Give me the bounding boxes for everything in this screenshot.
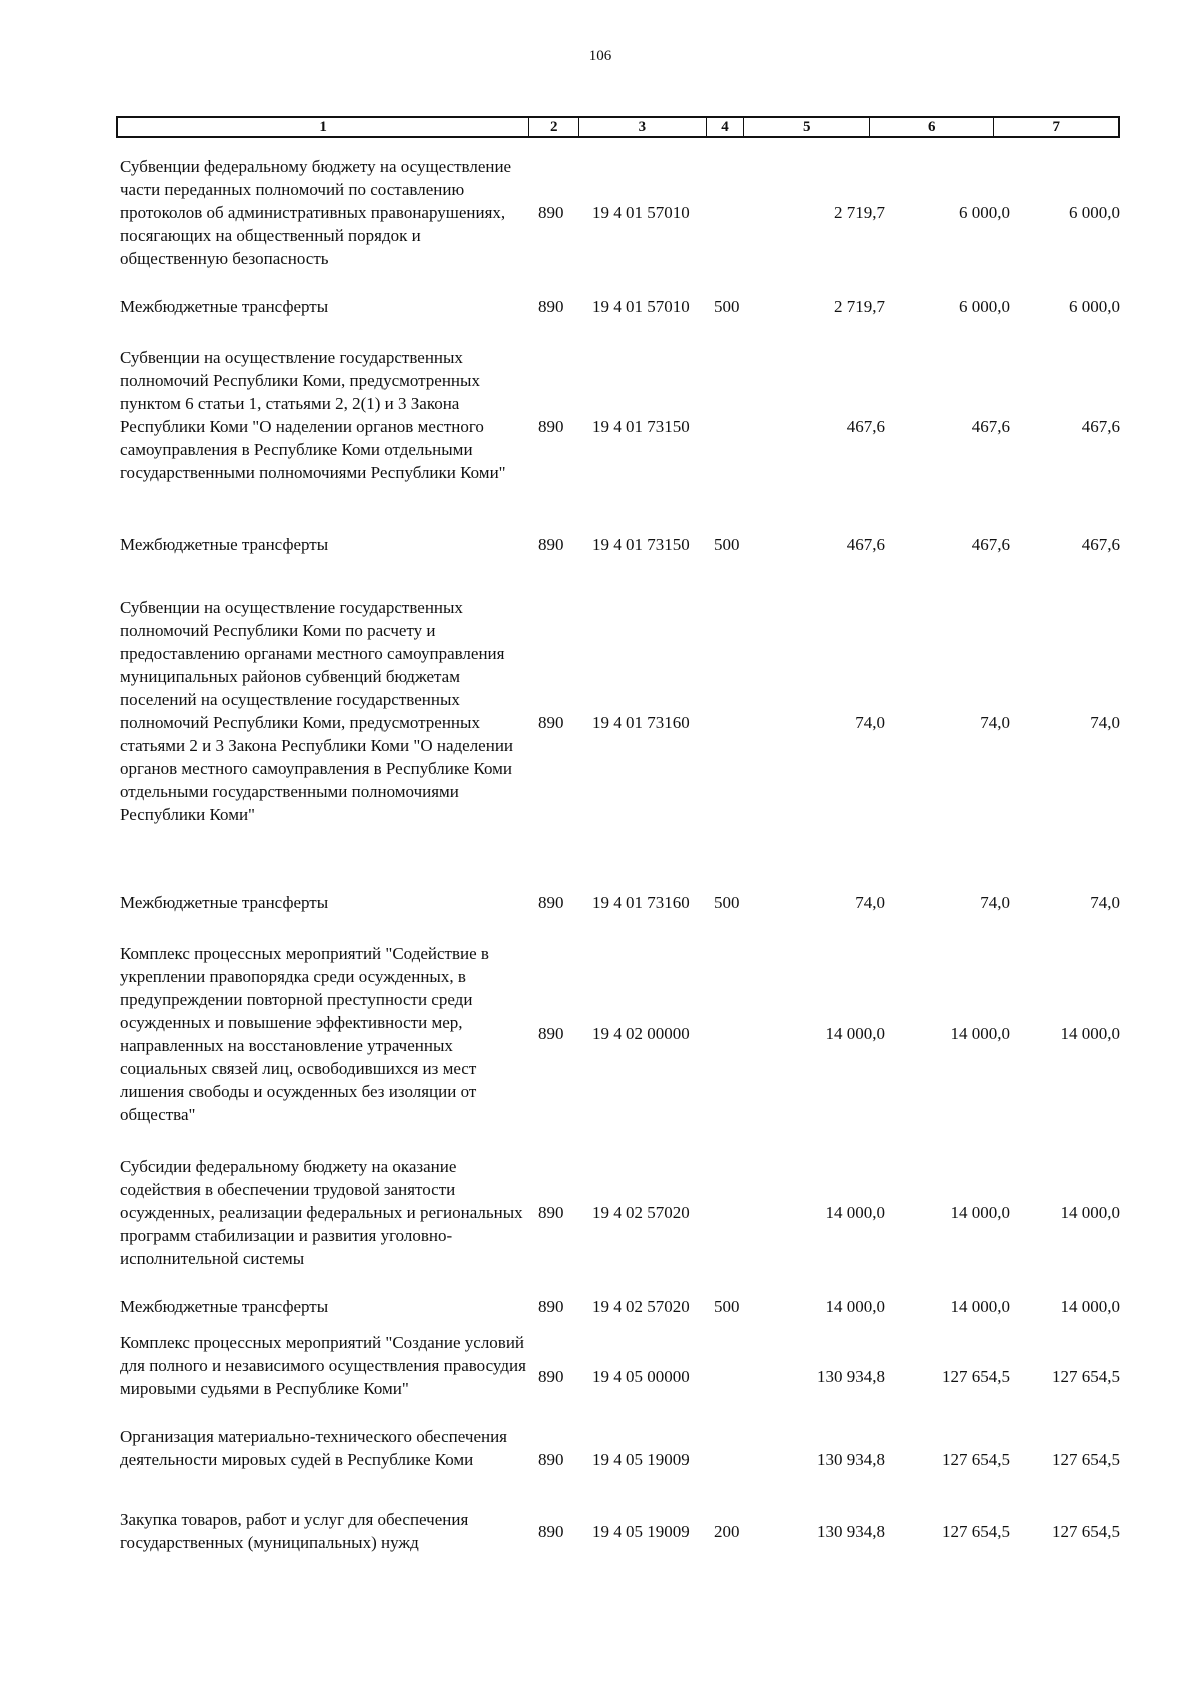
row-amount-col7: 467,6	[1081, 535, 1120, 554]
row-description: Комплекс процессных мероприятий "Создание условий для полного и независимого осуществления правосудия мировыми судьями в Республике Коми"	[120, 1333, 526, 1398]
header-col-5: 5	[744, 118, 870, 136]
header-col-7: 7	[1052, 119, 1060, 135]
header-col-4: 4	[707, 118, 745, 136]
row-admin-code: 890	[538, 203, 564, 222]
row-amount-col7: 14 000,0	[1060, 1203, 1120, 1222]
row-target-code: 19 4 01 57010	[592, 297, 690, 316]
row-target-code: 19 4 01 57010	[592, 203, 690, 222]
row-admin-code: 890	[538, 893, 564, 912]
row-description: Субвенции на осуществление государственных полномочий Республики Коми по расчету и предоставлению органами местного самоуправления муниципальных районов субвенций бюджетам поселений на осуществление государственных полномочий Республики Коми, предусмотренных статьями 2 и 3 Закона Республики Коми "О наделении органов местного самоуправления в Республике Коми отдельными государственными полномочиями Республики Коми"	[120, 598, 514, 824]
row-description: Субвенции на осуществление государственных полномочий Республики Коми, предусмотренных пунктом 6 статьи 1, статьями 2, 2(1) и 3 Закона Республики Коми "О наделении органов местного самоуправления в Республике Коми отдельными государственными полномочиями Республики Коми"	[120, 348, 506, 482]
row-amount-col7: 127 654,5	[1052, 1367, 1120, 1386]
row-amount-col6: 14 000,0	[950, 1297, 1010, 1316]
row-amount-col6: 6 000,0	[959, 203, 1010, 222]
row-target-code: 19 4 01 73160	[592, 893, 690, 912]
row-description: Закупка товаров, работ и услуг для обеспечения государственных (муниципальных) нужд	[120, 1510, 469, 1552]
row-amount-col7: 6 000,0	[1069, 297, 1120, 316]
table-header	[116, 116, 1120, 138]
row-admin-code: 890	[538, 535, 564, 554]
row-amount-col6: 74,0	[980, 893, 1010, 912]
row-admin-code: 890	[538, 1450, 564, 1469]
header-col-3: 3	[579, 118, 706, 136]
row-amount-col5: 130 934,8	[817, 1522, 885, 1541]
row-admin-code: 890	[538, 417, 564, 436]
row-amount-col7: 14 000,0	[1060, 1024, 1120, 1043]
row-amount-col6: 127 654,5	[942, 1522, 1010, 1541]
row-amount-col7: 467,6	[1081, 417, 1120, 436]
row-expense-type: 500	[714, 297, 740, 316]
row-target-code: 19 4 01 73160	[592, 713, 690, 732]
row-amount-col7: 127 654,5	[1052, 1450, 1120, 1469]
row-amount-col5: 74,0	[855, 893, 885, 912]
row-expense-type: 500	[714, 1297, 740, 1316]
row-amount-col5: 2 719,7	[834, 203, 885, 222]
header-col-1: 1	[118, 118, 529, 136]
row-amount-col5: 130 934,8	[817, 1450, 885, 1469]
row-amount-col6: 467,6	[971, 417, 1010, 436]
row-amount-col7: 6 000,0	[1069, 203, 1120, 222]
header-col-6: 6	[870, 118, 995, 136]
row-amount-col5: 74,0	[855, 713, 885, 732]
row-target-code: 19 4 05 00000	[592, 1367, 690, 1386]
row-admin-code: 890	[538, 1203, 564, 1222]
row-amount-col7: 127 654,5	[1052, 1522, 1120, 1541]
row-target-code: 19 4 02 57020	[592, 1297, 690, 1316]
row-amount-col5: 130 934,8	[817, 1367, 885, 1386]
row-amount-col5: 467,6	[846, 417, 885, 436]
row-target-code: 19 4 02 00000	[592, 1024, 690, 1043]
row-description: Межбюджетные трансферты	[120, 297, 329, 316]
row-admin-code: 890	[538, 297, 564, 316]
row-description: Субсидии федеральному бюджету на оказание содействия в обеспечении трудовой занятости осужденных, реализации федеральных и региональных программ стабилизации и развития уголовно-исполнительной системы	[120, 1157, 523, 1268]
row-amount-col7: 74,0	[1090, 713, 1120, 732]
row-description: Комплекс процессных мероприятий "Содействие в укреплении правопорядка среди осужденных, в предупреждении повторной преступности среди осужденных и повышение эффективности мер, направленных на восстановление утраченных социальных связей лиц, освободившихся из мест лишения свободы и осужденных без изоляции от общества"	[120, 944, 489, 1124]
row-description: Межбюджетные трансферты	[120, 1297, 329, 1316]
row-amount-col6: 6 000,0	[959, 297, 1010, 316]
row-expense-type: 200	[714, 1522, 740, 1541]
row-description: Межбюджетные трансферты	[120, 893, 329, 912]
row-target-code: 19 4 01 73150	[592, 535, 690, 554]
row-amount-col6: 74,0	[980, 713, 1010, 732]
page-number: 106	[588, 48, 612, 64]
row-admin-code: 890	[538, 1297, 564, 1316]
row-description: Субвенции федеральному бюджету на осуществление части переданных полномочий по составлению протоколов об административных правонарушениях, посягающих на общественный порядок и общественную безопасность	[120, 157, 512, 268]
row-amount-col6: 127 654,5	[942, 1450, 1010, 1469]
row-amount-col5: 14 000,0	[825, 1297, 885, 1316]
row-expense-type: 500	[714, 535, 740, 554]
row-amount-col6: 127 654,5	[942, 1367, 1010, 1386]
row-amount-col5: 14 000,0	[825, 1203, 885, 1222]
row-admin-code: 890	[538, 1522, 564, 1541]
row-amount-col6: 14 000,0	[950, 1203, 1010, 1222]
row-expense-type: 500	[714, 893, 740, 912]
row-amount-col5: 14 000,0	[825, 1024, 885, 1043]
row-admin-code: 890	[538, 713, 564, 732]
row-target-code: 19 4 01 73150	[592, 417, 690, 436]
row-target-code: 19 4 02 57020	[592, 1203, 690, 1222]
row-admin-code: 890	[538, 1024, 564, 1043]
row-amount-col6: 14 000,0	[950, 1024, 1010, 1043]
row-description: Межбюджетные трансферты	[120, 535, 329, 554]
row-target-code: 19 4 05 19009	[592, 1450, 690, 1469]
row-admin-code: 890	[538, 1367, 564, 1386]
row-amount-col5: 467,6	[846, 535, 885, 554]
row-amount-col6: 467,6	[971, 535, 1010, 554]
row-amount-col7: 14 000,0	[1060, 1297, 1120, 1316]
header-col-2: 2	[529, 118, 579, 136]
row-amount-col7: 74,0	[1090, 893, 1120, 912]
row-description: Организация материально-технического обеспечения деятельности мировых судей в Республике Коми	[120, 1427, 507, 1469]
row-target-code: 19 4 05 19009	[592, 1522, 690, 1541]
row-amount-col5: 2 719,7	[834, 297, 885, 316]
